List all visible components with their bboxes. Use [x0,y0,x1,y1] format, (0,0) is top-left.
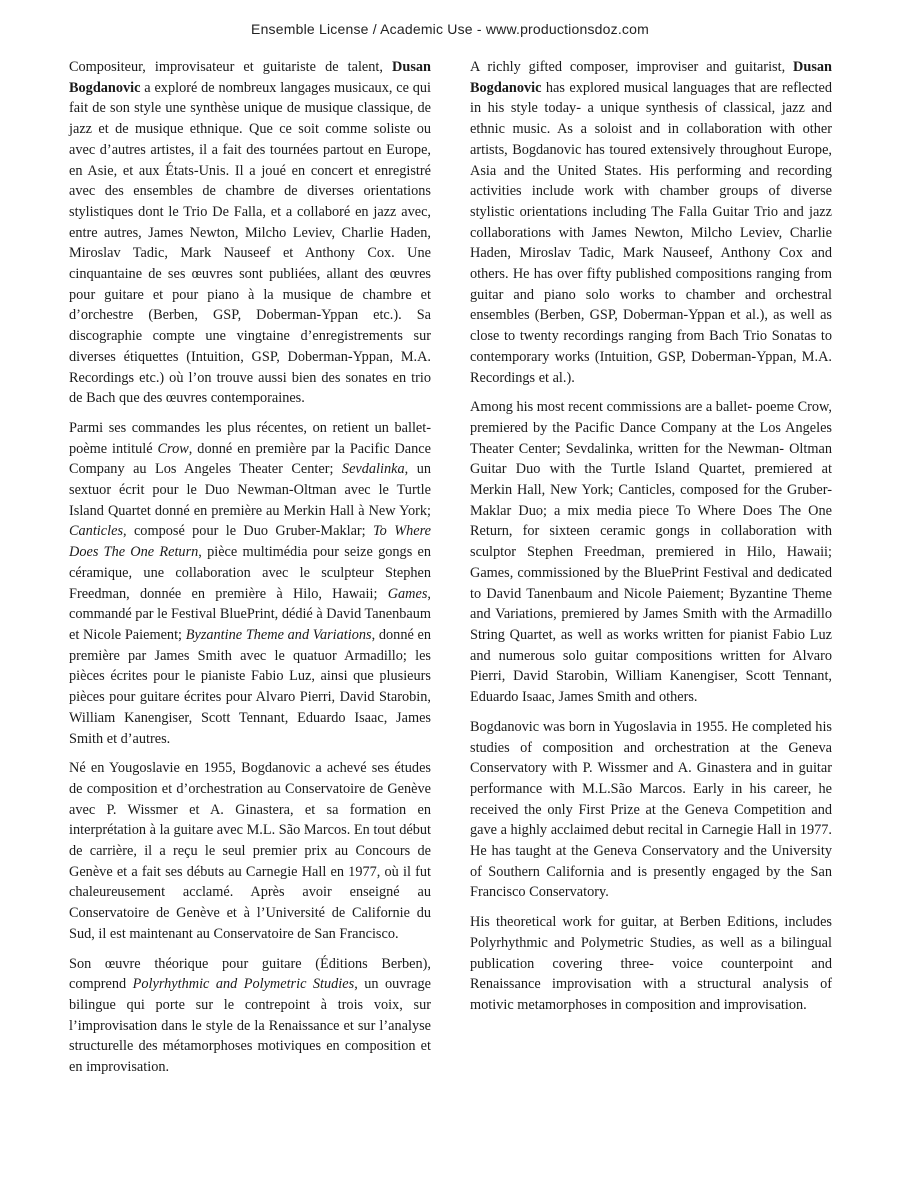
text-run: , donné en première par la Pacific Dance Company au Los Angeles Theater Center; [69,440,431,478]
text-run: A richly gifted composer, improviser and guitarist, [470,59,794,75]
text-run: , un sextuor écrit pour le Duo Newman-Oltman avec le Turtle Island Quartet donné en première au Merkin Hall à New York; [69,461,432,519]
paragraph-commissions-fr [69,418,431,749]
text-run: Bogdanovic was born in Yugoslavia in 1955. He completed his studies of composition and orchestration at the Geneva Conservatory with P. Wissmer and A. Ginastera and in guitar performance with M.L.São Marcos. Early in his career, he received the only First Prize at the Geneva Competition and gave a highly acclaimed debut recital in Carnegie Hall in 1977. He has taught at the Geneva Conservatory and the University of Southern California and is presently engaged by the San Francisco Conservatory. [470,718,832,901]
text-run: , pièce multimédia pour seize gongs en céramique, une collaboration avec le sculpteur Stephen Freedman, donnée en première à Hilo, Hawaii; [69,544,431,602]
text-run: Compositeur, improvisateur et guitariste de talent, [69,59,393,75]
text-run: Parmi ses commandes les plus récentes, on retient un ballet-poème intitulé [69,419,431,457]
paragraph-theory-en [470,912,832,1016]
english-column [470,57,832,1025]
text-run: a exploré de nombreux langages musicaux, ce qui fait de son style une synthèse unique de musique classique, de jazz et de musique ethnique. Que ce soit comme soliste ou avec d’autres artistes, il a fait des tournées partout en Europe, en Asie, et aux États-Unis. Il a joué en concert et enregistré avec des ensembles de chambre de diverses orientations stylistiques dont le Trio De Falla, et a collaboré en jazz avec, entre autres, James Newton, Milcho Leviev, Charlie Haden, Miroslav Tadic, Mark Nauseef et Anthony Cox. Une cinquantaine de ses œuvres sont publiées, allant des œuvres pour guitare et pour piano à la musique de chambre et d’orchestre (Berben, GSP, Doberman-Yppan etc.). Sa discographie compte une vingtaine d’enregistrements sur diverses étiquettes (Intuition, GSP, Doberman-Yppan, M.A. Recordings etc.) où l’on trouve aussi bien des sonates en trio de Bach que des œuvres contemporaines. [69,79,431,407]
text-run: Né en Yougoslavie en 1955, Bogdanovic a achevé ses études de composition et d’orchestration au Conservatoire de Genève avec P. Wissmer et A. Ginastera, et sa formation en interprétation à la guitare avec M.L. São Marcos. En tout début de carrière, il a reçu le seul premier prix au Concours de Genève et a fait ses débuts au Carnegie Hall en 1977, où il fut chaleureusement acclamé. Après avoir enseigné au Conservatoire de Genève et à l’Université de Californie du Sud, il est maintenant au Conservatoire de San Francisco. [69,760,431,942]
work-title: Games [387,585,428,602]
text-run: has explored musical languages that are reflected in his style today- a unique synthesis of classical, jazz and ethnic music. As a soloist and in collaboration with other artists, Bogdanovic has toured extensively throughout Europe, Asia and the United States. His performing and recording activities include work with chamber groups of diverse stylistic orientations including The Falla Guitar Trio and jazz collaborations with James Newton, Milcho Leviev, Charlie Haden, Miroslav Tadic, Mark Nauseef, Anthony Cox and others. He has over fifty published compositions ranging from guitar and piano solo works to chamber and orchestral ensembles (Berben, GSP, Doberman-Yppan et al.), as well as close to twenty recordings ranging from Bach Trio Sonatas to contemporary works (Intuition, GSP, Doberman-Yppan, M.A. Recordings et al.). [470,79,832,386]
french-column [69,57,431,1087]
text-run: , commandé par le Festival BluePrint, dédié à David Tanenbaum et Nicole Paiement; [69,585,432,643]
text-run: , un ouvrage bilingue qui porte sur le contrepoint à trois voix, sur l’improvisation dans le style de la Renaissance et sur l’analyse structurelle des métamorphoses motiviques en composition et en improvisation. [69,976,431,1076]
text-run: Among his most recent commissions are a ballet- poeme Crow, premiered by the Pacific Dance Company at the Los Angeles Theater Center; Sevdalinka, written for the Newman- Oltman Guitar Duo with the Turtle Island Quartet, premiered at Merkin Hall, New York; Canticles, composed for the Gruber-Maklar Duo; a mix media piece To Where Does The One Return, for sixteen ceramic gongs in collaboration with sculptor Stephen Freedman, premiered in Hilo, Hawaii; Games, commissioned by the BluePrint Festival and dedicated to David Tanenbaum and Nicole Paiement; Byzantine Theme and Variations, premiered by James Smith with the Armadillo String Quartet, as well as works written for pianist Fabio Luz and numerous solo guitar compositions written for Alvaro Pierri, David Starobin, William Kanengiser, Scott Tennant, Eduardo Isaac, James Smith and others. [470,399,832,706]
text-run: His theoretical work for guitar, at Berben Editions, includes Polyrhythmic and Polymetric Studies, as well as a bilingual publication covering three- voice counterpoint and Renaissance improvisation with a structural analysis of motivic metamorphoses in composition and improvisation. [470,914,832,1013]
bold-name: Dusan Bogdanovic [69,59,431,96]
paragraph-bio-fr [69,57,431,409]
license-header: Ensemble License / Academic Use - www.productionsdoz.com [251,21,649,37]
paragraph-education-en [470,717,832,903]
work-title: Polyrhythmic and Polymetric Studies [132,976,355,993]
work-title: Sevdalinka [341,461,405,478]
paragraph-commissions-en [470,397,832,708]
work-title: To Where Does The One Return [69,523,431,561]
text-run: , donné en première par James Smith avec le quatuor Armadillo; les pièces écrites pour le pianiste Fabio Luz, ainsi que plusieurs pièces pour guitare écrites pour Alvaro Pierri, David Starobin, William Kanengiser, Scott Tennant, Eduardo Isaac, James Smith et d’autres. [69,626,432,747]
work-title: Canticles [69,523,124,540]
paragraph-bio-en [470,57,832,388]
bold-name: Dusan Bogdanovic [470,59,832,96]
work-title: Crow [157,440,189,457]
work-title: Byzantine Theme and Variations [185,626,372,643]
paragraph-education-fr [69,758,431,944]
text-run: Son œuvre théorique pour guitare (Éditions Berben), comprend [69,955,431,993]
paragraph-theory-fr [69,954,431,1078]
text-run: , composé pour le Duo Gruber-Maklar; [123,523,374,540]
